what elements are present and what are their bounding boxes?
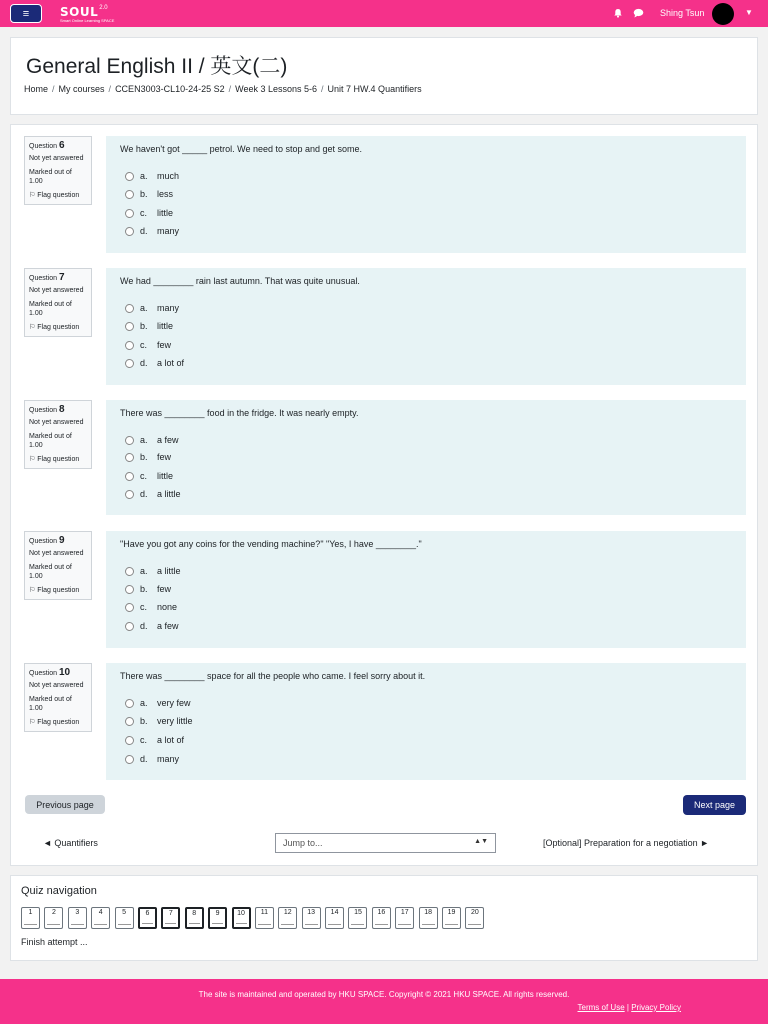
footer-separator: | — [626, 1003, 629, 1012]
chevron-down-icon[interactable]: ▼ — [745, 8, 753, 17]
question-text: There was ________ food in the fridge. It was nearly empty. — [120, 408, 359, 418]
hamburger-menu-button[interactable] — [10, 4, 42, 23]
previous-page-button[interactable]: Previous page — [25, 795, 105, 814]
quiz-nav-button-current[interactable]: 10 — [232, 907, 251, 929]
radio-button[interactable] — [125, 736, 134, 745]
radio-button[interactable] — [125, 359, 134, 368]
answer-option[interactable]: c. few — [125, 340, 171, 350]
radio-button[interactable] — [125, 341, 134, 350]
question-text: "Have you got any coins for the vending machine?" "Yes, I have ________." — [120, 539, 422, 549]
answer-option[interactable]: b. few — [125, 452, 171, 462]
question-box — [106, 268, 746, 385]
quiz-nav-button[interactable]: 18 — [419, 907, 438, 929]
radio-button[interactable] — [125, 190, 134, 199]
breadcrumb-item-quiz[interactable]: Unit 7 HW.4 Quantifiers — [327, 84, 422, 94]
quiz-nav-button[interactable]: 5 — [115, 907, 134, 929]
flag-icon: ⚐ — [29, 587, 36, 594]
breadcrumb-item-course[interactable]: CCEN3003-CL10-24-25 S2 — [115, 84, 225, 94]
radio-button[interactable] — [125, 436, 134, 445]
radio-button[interactable] — [125, 603, 134, 612]
answer-option[interactable]: d. a few — [125, 621, 179, 631]
radio-button[interactable] — [125, 699, 134, 708]
page-header — [10, 37, 758, 115]
quiz-nav-button[interactable]: 15 — [348, 907, 367, 929]
radio-button[interactable] — [125, 755, 134, 764]
radio-button[interactable] — [125, 322, 134, 331]
quiz-nav-button[interactable]: 19 — [442, 907, 461, 929]
user-avatar[interactable] — [712, 3, 734, 25]
quiz-nav-button[interactable]: 3 — [68, 907, 87, 929]
quiz-nav-button[interactable]: 13 — [302, 907, 321, 929]
flag-icon: ⚐ — [29, 324, 36, 331]
flag-icon: ⚐ — [29, 192, 36, 199]
next-activity-link[interactable]: [Optional] Preparation for a negotiation ► — [543, 838, 710, 848]
question-text: We had ________ rain last autumn. That was quite unusual. — [120, 276, 360, 286]
user-name[interactable]: Shing Tsun — [660, 8, 705, 18]
flag-icon: ⚐ — [29, 456, 36, 463]
answer-option[interactable]: a. very few — [125, 698, 191, 708]
radio-button[interactable] — [125, 209, 134, 218]
breadcrumb: Home / My courses / CCEN3003-CL10-24-25 S2 / Week 3 Lessons 5-6 / Unit 7 HW.4 Quantifiers — [24, 84, 422, 94]
quiz-nav-button[interactable]: 11 — [255, 907, 274, 929]
breadcrumb-item-my-courses[interactable]: My courses — [58, 84, 105, 94]
answer-option[interactable]: b. less — [125, 189, 173, 199]
radio-button[interactable] — [125, 490, 134, 499]
question-info: Question 10 Not yet answered Marked out of 1.00 ⚐ Flag question — [24, 663, 92, 732]
jump-to-select[interactable]: Jump to... ▲▼ — [275, 833, 496, 853]
radio-button[interactable] — [125, 453, 134, 462]
question-text: We haven't got _____ petrol. We need to stop and get some. — [120, 144, 363, 154]
flag-question-button[interactable]: ⚐ Flag question — [29, 324, 80, 331]
question-box — [106, 663, 746, 780]
radio-button[interactable] — [125, 567, 134, 576]
breadcrumb-item-week[interactable]: Week 3 Lessons 5-6 — [235, 84, 318, 94]
radio-button[interactable] — [125, 227, 134, 236]
answer-option[interactable]: c. a lot of — [125, 735, 184, 745]
footer-copyright: The site is maintained and operated by HKU SPACE. Copyright © 2021 HKU SPACE. All rights reserved. — [198, 990, 570, 999]
quiz-nav-button[interactable]: 2 — [44, 907, 63, 929]
flag-question-button[interactable]: ⚐ Flag question — [29, 192, 80, 199]
flag-icon: ⚐ — [29, 719, 36, 726]
previous-activity-link[interactable]: ◄ Quantifiers — [43, 838, 98, 848]
radio-button[interactable] — [125, 585, 134, 594]
answer-option[interactable]: a. much — [125, 171, 179, 181]
terms-of-use-link[interactable]: Terms of Use — [577, 1003, 625, 1012]
quiz-navigation-block — [10, 875, 758, 961]
question-box — [106, 400, 746, 515]
answer-option[interactable]: b. very little — [125, 716, 193, 726]
question-box — [106, 136, 746, 253]
flag-question-button[interactable]: ⚐ Flag question — [29, 719, 80, 726]
privacy-policy-link[interactable]: Privacy Policy — [631, 1003, 681, 1012]
answer-option[interactable]: a. a few — [125, 435, 179, 445]
hamburger-icon: ≡ — [22, 7, 30, 20]
answer-option[interactable]: a. many — [125, 303, 179, 313]
site-logo[interactable]: $SOUL^{2.0}$ Smart Online Learning SPACE — [60, 5, 115, 23]
question-info: Question 8 Not yet answered Marked out of 1.00 ⚐ Flag question — [24, 400, 92, 469]
question-info: Question 6 Not yet answered Marked out of 1.00 ⚐ Flag question — [24, 136, 92, 205]
radio-button[interactable] — [125, 622, 134, 631]
finish-attempt-link[interactable]: Finish attempt ... — [21, 937, 88, 947]
answer-option[interactable]: a. a little — [125, 566, 181, 576]
radio-button[interactable] — [125, 472, 134, 481]
quiz-nav-button-current[interactable]: 7 — [161, 907, 180, 929]
quiz-navigation-title: Quiz navigation — [21, 885, 97, 897]
quiz-nav-button[interactable]: 14 — [325, 907, 344, 929]
quiz-nav-button[interactable]: 20 — [465, 907, 484, 929]
answer-option[interactable]: b. few — [125, 584, 171, 594]
next-page-button[interactable]: Next page — [683, 795, 746, 815]
quiz-nav-button-current[interactable]: 8 — [185, 907, 204, 929]
answer-option[interactable]: b. little — [125, 321, 173, 331]
quiz-nav-button[interactable]: 1 — [21, 907, 40, 929]
radio-button[interactable] — [125, 172, 134, 181]
quiz-nav-button-current[interactable]: 9 — [208, 907, 227, 929]
top-navbar — [0, 0, 768, 27]
breadcrumb-item-home[interactable]: Home — [24, 84, 49, 94]
answer-option[interactable]: d. many — [125, 754, 179, 764]
quiz-nav-button[interactable]: 16 — [372, 907, 391, 929]
quiz-nav-button-current[interactable]: 6 — [138, 907, 157, 929]
quiz-nav-button[interactable]: 4 — [91, 907, 110, 929]
select-arrows-icon: ▲▼ — [474, 838, 488, 845]
flag-question-button[interactable]: ⚐ Flag question — [29, 587, 80, 594]
question-box — [106, 531, 746, 648]
quiz-navigation-buttons — [21, 907, 489, 929]
notification-bell-icon[interactable] — [613, 8, 623, 18]
flag-question-button[interactable]: ⚐ Flag question — [29, 456, 80, 463]
question-info: Question 9 Not yet answered Marked out of 1.00 ⚐ Flag question — [24, 531, 92, 600]
messages-icon[interactable] — [633, 8, 644, 18]
answer-option[interactable]: c. little — [125, 208, 173, 218]
question-text: There was ________ space for all the people who came. I feel sorry about it. — [120, 671, 426, 681]
quiz-content — [10, 124, 758, 866]
page-title: General English II / 英文(二) — [26, 55, 288, 78]
radio-button[interactable] — [125, 717, 134, 726]
quiz-nav-button[interactable]: 17 — [395, 907, 414, 929]
quiz-nav-button[interactable]: 12 — [278, 907, 297, 929]
answer-option[interactable]: d. many — [125, 226, 179, 236]
answer-option[interactable]: d. a little — [125, 489, 181, 499]
radio-button[interactable] — [125, 304, 134, 313]
answer-option[interactable]: c. none — [125, 602, 177, 612]
question-info: Question 7 Not yet answered Marked out of 1.00 ⚐ Flag question — [24, 268, 92, 337]
answer-option[interactable]: d. a lot of — [125, 358, 184, 368]
site-footer — [0, 979, 768, 1024]
answer-option[interactable]: c. little — [125, 471, 173, 481]
footer-links — [578, 1003, 681, 1012]
